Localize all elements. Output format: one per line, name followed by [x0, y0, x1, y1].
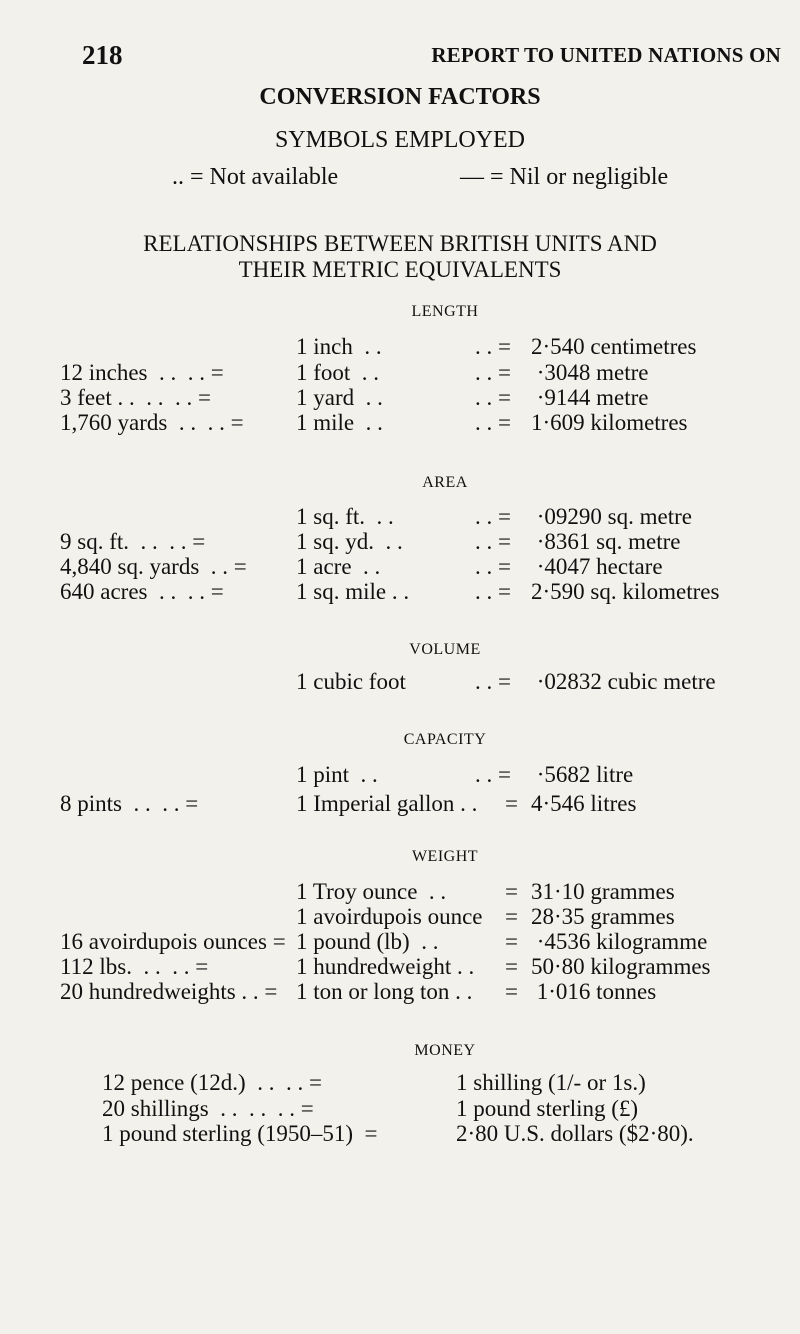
money-british: 20 shillings . . . . . . = [102, 1096, 314, 1121]
conversion-metric: 2·540 centimetres [531, 334, 697, 359]
relationships-heading-line2: THEIR METRIC EQUIVALENTS [238, 257, 562, 282]
section-heading-weight: WEIGHT [411, 848, 479, 865]
conversion-unit: 1 avoirdupois ounce [296, 904, 483, 929]
conversion-equals: . . = [475, 334, 511, 359]
conversion-unit: 1 acre . . [296, 554, 381, 579]
conversion-british: 9 sq. ft. . . . . = [60, 529, 206, 554]
conversion-unit: 1 foot . . [296, 360, 380, 385]
section-heading-length: LENGTH [411, 303, 479, 320]
conversion-british: 16 avoirdupois ounces = [60, 929, 286, 954]
conversion-british: 112 lbs. . . . . = [60, 954, 209, 979]
conversion-metric: 28·35 grammes [531, 904, 675, 929]
conversion-unit: 1 sq. yd. . . [296, 529, 403, 554]
section-heading-volume: VOLUME [409, 641, 481, 658]
conversion-unit: 1 ton or long ton . . [296, 979, 473, 1004]
money-british: 1 pound sterling (1950–51) = [102, 1121, 378, 1146]
conversion-equals: . . = [475, 529, 511, 554]
conversion-british: 12 inches . . . . = [60, 360, 224, 385]
conversion-metric: ·4047 hectare [531, 554, 663, 579]
conversion-unit: 1 inch . . [296, 334, 382, 359]
conversion-unit: 1 sq. ft. . . [296, 504, 394, 529]
conversion-equals: . . = [475, 669, 511, 694]
conversion-unit: 1 hundredweight . . [296, 954, 475, 979]
money-equivalent: 1 shilling (1/- or 1s.) [456, 1070, 646, 1095]
conversion-unit: 1 Troy ounce . . [296, 879, 447, 904]
conversion-british: 8 pints . . . . = [60, 791, 199, 816]
conversion-metric: ·4536 kilogramme [531, 929, 708, 954]
symbols-heading: SYMBOLS EMPLOYED [274, 127, 526, 153]
conversion-equals: . . = [475, 504, 511, 529]
conversion-metric: 1·609 kilometres [531, 410, 688, 435]
conversion-unit: 1 Imperial gallon . . [296, 791, 478, 816]
conversion-metric: 1·016 tonnes [531, 979, 657, 1004]
conversion-equals: . . = [475, 410, 511, 435]
conversion-equals: = [505, 979, 518, 1004]
money-equivalent: 1 pound sterling (£) [456, 1096, 639, 1121]
conversion-unit: 1 mile . . [296, 410, 383, 435]
conversion-british: 3 feet . . . . . . = [60, 385, 211, 410]
conversion-metric: 50·80 kilogrammes [531, 954, 711, 979]
conversion-equals: . . = [475, 385, 511, 410]
page-title: CONVERSION FACTORS [259, 84, 541, 110]
conversion-equals: . . = [475, 762, 511, 787]
conversion-unit: 1 yard . . [296, 385, 383, 410]
conversion-equals: . . = [475, 554, 511, 579]
conversion-metric: 4·546 litres [531, 791, 637, 816]
symbol-nil: — = Nil or negligible [460, 164, 669, 190]
conversion-metric: ·3048 metre [531, 360, 649, 385]
conversion-equals: = [505, 954, 518, 979]
conversion-british: 4,840 sq. yards . . = [60, 554, 247, 579]
conversion-metric: ·8361 sq. metre [531, 529, 681, 554]
conversion-unit: 1 cubic foot [296, 669, 406, 694]
conversion-unit: 1 pound (lb) . . [296, 929, 439, 954]
relationships-heading-line1: RELATIONSHIPS BETWEEN BRITISH UNITS AND [143, 231, 657, 256]
conversion-equals: = [505, 879, 518, 904]
conversion-british: 1,760 yards . . . . = [60, 410, 244, 435]
symbol-not-available: .. = Not available [172, 164, 339, 190]
conversion-unit: 1 sq. mile . . [296, 579, 410, 604]
conversion-metric: ·5682 litre [531, 762, 634, 787]
conversion-unit: 1 pint . . [296, 762, 378, 787]
conversion-british: 640 acres . . . . = [60, 579, 224, 604]
running-head: REPORT TO UNITED NATIONS ON [431, 43, 781, 67]
conversion-equals: . . = [475, 360, 511, 385]
section-heading-money: MONEY [414, 1042, 476, 1059]
money-british: 12 pence (12d.) . . . . = [102, 1070, 322, 1095]
conversion-metric: ·9144 metre [531, 385, 649, 410]
conversion-british: 20 hundredweights . . = [60, 979, 278, 1004]
conversion-equals: = [505, 791, 518, 816]
section-heading-capacity: CAPACITY [403, 731, 487, 748]
conversion-metric: 31·10 grammes [531, 879, 675, 904]
conversion-equals: = [505, 904, 518, 929]
conversion-metric: ·02832 cubic metre [531, 669, 716, 694]
conversion-equals: . . = [475, 579, 511, 604]
section-heading-area: AREA [422, 474, 468, 491]
conversion-metric: ·09290 sq. metre [531, 504, 692, 529]
conversion-metric: 2·590 sq. kilometres [531, 579, 720, 604]
conversion-equals: = [505, 929, 518, 954]
money-equivalent: 2·80 U.S. dollars ($2·80). [456, 1121, 694, 1146]
page-number: 218 [82, 40, 123, 70]
